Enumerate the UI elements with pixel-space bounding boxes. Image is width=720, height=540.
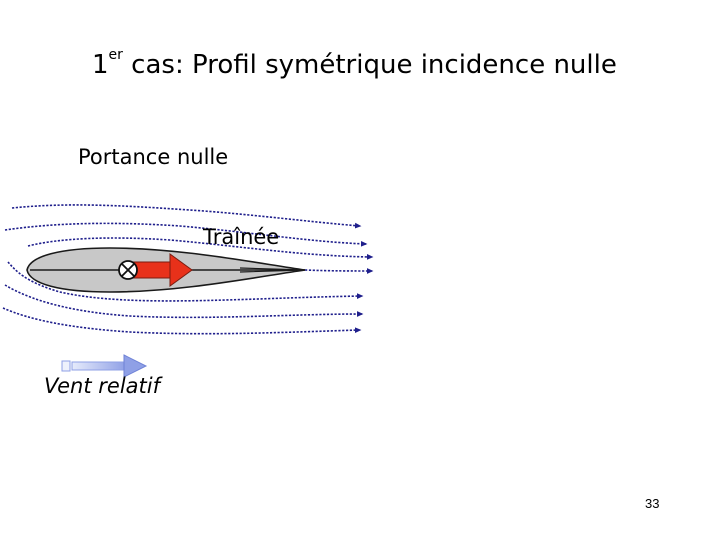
- page-number: 33: [645, 496, 660, 511]
- drag-label: Traînée: [203, 225, 280, 249]
- streamline-1: [12, 205, 360, 226]
- slide-title: [92, 47, 617, 80]
- title-superscript: er: [108, 47, 123, 64]
- lift-label: Portance nulle: [78, 145, 229, 169]
- title-text: cas: Profil symétrique incidence nulle: [122, 50, 617, 80]
- title-number: 1: [92, 50, 109, 80]
- streamline-7: [3, 308, 360, 334]
- relative-wind-label: Vent relatif: [44, 374, 160, 398]
- streamline-4: [305, 270, 372, 271]
- center-of-pressure-icon: [119, 261, 137, 279]
- streamline-6: [5, 285, 362, 317]
